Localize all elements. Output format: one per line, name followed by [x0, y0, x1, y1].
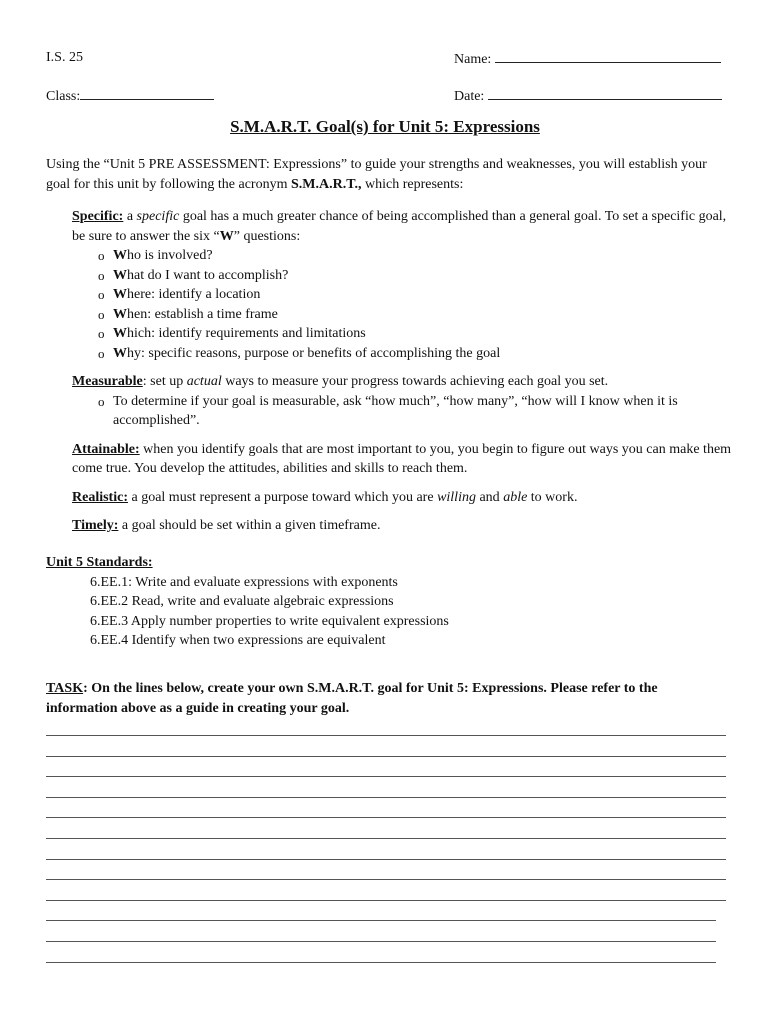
date-blank[interactable] — [488, 85, 722, 100]
answer-line[interactable] — [46, 859, 726, 860]
specific-text: a — [123, 209, 137, 224]
answer-line[interactable] — [46, 735, 726, 736]
answer-line[interactable] — [46, 879, 726, 880]
measurable-text: ways to measure your progress towards achieving each goal you set. — [221, 374, 609, 389]
answer-line[interactable] — [46, 756, 726, 757]
realistic-text: a goal must represent a purpose toward which you are — [127, 489, 438, 505]
class-field[interactable] — [46, 85, 214, 107]
date-field[interactable] — [454, 85, 722, 107]
header-row-1 — [46, 48, 724, 68]
question-text: here: identify a location — [127, 287, 261, 302]
attainable-text: when you identify goals that are most important to you, you begin to figure out ways you can make them come true. You develop the attitudes, abilities and skills to reach them. — [72, 441, 732, 476]
measurable-emphasis: actual — [186, 374, 222, 389]
question-text: ho is involved? — [127, 248, 213, 263]
realistic-text: and — [475, 489, 504, 505]
timely-definition — [72, 516, 732, 536]
attainable-term: Attainable: — [72, 441, 140, 457]
w-questions-list — [72, 246, 732, 363]
answer-line[interactable] — [46, 941, 716, 942]
measurable-text: : set up — [142, 374, 187, 389]
specific-definition — [72, 207, 732, 363]
task-instructions — [46, 679, 726, 718]
question-lead: W — [113, 248, 127, 263]
list-item: 6.EE.1: Write and evaluate expressions with exponents — [90, 574, 398, 590]
realistic-text: to work. — [527, 489, 578, 505]
measurable-term: Measurable — [72, 374, 143, 389]
name-label: Name: — [454, 52, 492, 67]
question-lead: W — [113, 306, 127, 322]
intro-text-1: Using the “Unit 5 PRE ASSESSMENT: Expressions” to guide your strengths and weaknesses, you will establish your goal for this unit by following the acronym — [46, 157, 707, 192]
realistic-emphasis: willing — [437, 489, 476, 505]
list-item — [98, 324, 732, 344]
specific-text: goal has a much greater chance of being accomplished than a general goal. To set a specific goal, be sure to answer the six “ — [72, 209, 727, 244]
name-blank[interactable] — [495, 48, 721, 63]
specific-emphasis: specific — [136, 209, 180, 224]
list-item — [98, 246, 732, 266]
list-item — [98, 285, 732, 305]
measurable-definition — [72, 372, 732, 431]
answer-line[interactable] — [46, 817, 726, 818]
page-title: S.M.A.R.T. Goal(s) for Unit 5: Expressions — [230, 117, 540, 136]
measurable-list — [72, 392, 732, 431]
standards-section — [46, 553, 726, 651]
intro-text-2: which represents: — [361, 176, 464, 192]
date-label: Date: — [454, 89, 485, 104]
list-item — [98, 344, 732, 364]
answer-line[interactable] — [46, 838, 726, 839]
question-text: hen: establish a time frame — [127, 306, 278, 322]
realistic-term: Realistic: — [72, 489, 128, 505]
list-item: o To determine if your goal is measurable, ask “how much”, “how many”, “how will I know when it is accomplished”. — [98, 392, 732, 431]
question-lead: W — [113, 326, 127, 341]
standards-list — [46, 573, 726, 651]
header-row-2 — [46, 85, 724, 105]
smart-definitions — [72, 207, 732, 545]
timely-term: Timely: — [72, 518, 119, 533]
class-blank[interactable] — [80, 85, 214, 100]
specific-w: W — [219, 228, 234, 244]
list-item: 6.EE.3 Apply number properties to write equivalent expressions — [90, 613, 449, 629]
intro-paragraph — [46, 155, 726, 194]
list-item: 6.EE.2 Read, write and evaluate algebraic expressions — [90, 594, 394, 609]
answer-line[interactable] — [46, 797, 726, 798]
task-label: TASK — [46, 681, 84, 696]
question-text: hy: specific reasons, purpose or benefits of accomplishing the goal — [127, 345, 501, 361]
intro-acronym: S.M.A.R.T., — [290, 176, 362, 192]
specific-text: ” questions: — [233, 228, 301, 244]
list-item — [98, 305, 732, 325]
answer-line[interactable] — [46, 776, 726, 777]
question-text: hich: identify requirements and limitations — [127, 326, 366, 341]
attainable-definition — [72, 440, 732, 479]
question-lead: W — [113, 267, 127, 283]
question-text: hat do I want to accomplish? — [127, 267, 289, 283]
list-item: 6.EE.4 Identify when two expressions are equivalent — [90, 633, 386, 648]
question-lead: W — [113, 345, 127, 361]
name-field[interactable] — [454, 48, 721, 70]
standards-heading: Unit 5 Standards: — [46, 555, 153, 570]
question-lead: W — [113, 287, 127, 302]
answer-line[interactable] — [46, 900, 726, 901]
answer-line[interactable] — [46, 962, 716, 963]
class-label: Class: — [46, 89, 81, 104]
timely-text: a goal should be set within a given timeframe. — [118, 518, 381, 533]
realistic-emphasis: able — [503, 489, 528, 505]
specific-term: Specific: — [72, 209, 124, 224]
list-item — [98, 266, 732, 286]
task-text: : On the lines below, create your own S.M.A.R.T. goal for Unit 5: Expressions. Please refer to the information above as a guide in creating your goal. — [46, 681, 658, 716]
realistic-definition — [72, 488, 732, 508]
school-label: I.S. 25 — [46, 50, 83, 65]
answer-lines[interactable] — [46, 735, 726, 982]
answer-line[interactable] — [46, 920, 716, 921]
